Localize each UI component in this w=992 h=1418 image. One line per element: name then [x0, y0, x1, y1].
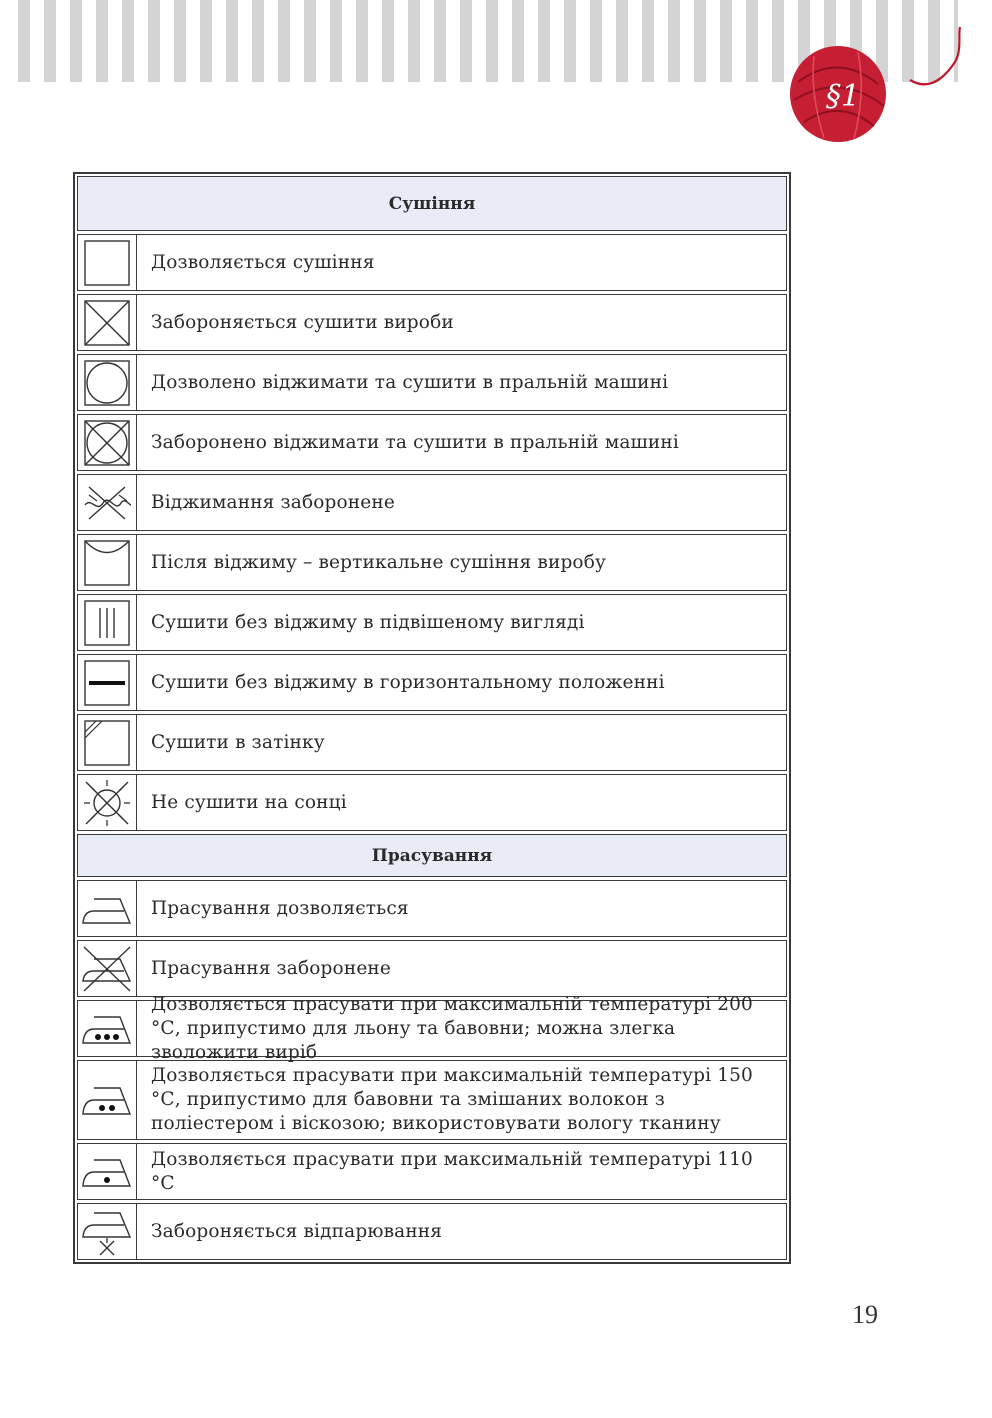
table-row	[77, 294, 787, 351]
row-text: Дозволено віджимати та сушити в пральній машині	[151, 371, 669, 393]
drying-forbidden-icon	[78, 295, 137, 350]
table-row	[77, 414, 787, 471]
section-header-drying	[77, 176, 787, 231]
iron-three-dots-icon	[78, 1001, 137, 1056]
iron-one-dot-icon	[78, 1144, 137, 1199]
table-row	[77, 880, 787, 937]
tumble-dry-icon	[78, 355, 137, 410]
row-text: Забороняється відпарювання	[151, 1220, 443, 1242]
iron-two-dots-icon	[78, 1061, 137, 1139]
no-sun-drying-icon	[78, 775, 137, 830]
row-text: Забороняється сушити вироби	[151, 311, 454, 333]
no-wringing-icon	[78, 475, 137, 530]
row-text: Заборонено віджимати та сушити в пральній машині	[151, 431, 679, 453]
table-row	[77, 474, 787, 531]
yarn-ball-icon	[770, 22, 970, 152]
table-row	[77, 354, 787, 411]
iron-allowed-icon	[78, 881, 137, 936]
row-text: Прасування дозволяється	[151, 897, 409, 919]
table-row	[77, 534, 787, 591]
table-row	[77, 940, 787, 997]
row-text: Після віджиму – вертикальне сушіння виробу	[151, 551, 607, 573]
row-text: Сушити без віджиму в підвішеному вигляді	[151, 611, 585, 633]
row-text: Сушити без віджиму в горизонтальному положенні	[151, 671, 665, 693]
drying-allowed-icon	[78, 235, 137, 290]
table-row	[77, 594, 787, 651]
section-header-ironing	[77, 834, 787, 877]
row-text: Прасування заборонене	[151, 957, 391, 979]
dry-in-shade-icon	[78, 715, 137, 770]
table-row	[77, 654, 787, 711]
no-steam-icon	[78, 1204, 137, 1259]
line-dry-icon	[78, 535, 137, 590]
section-title: Прасування	[371, 845, 493, 866]
care-symbols-table	[73, 172, 791, 1264]
row-text: Не сушити на сонці	[151, 791, 347, 813]
table-row	[77, 1203, 787, 1260]
row-text: Віджимання заборонене	[151, 491, 395, 513]
no-tumble-dry-icon	[78, 415, 137, 470]
row-text: Дозволяється сушіння	[151, 251, 375, 273]
section-title: Сушіння	[388, 193, 476, 214]
table-row	[77, 1060, 787, 1140]
table-row	[77, 1143, 787, 1200]
row-text: Дозволяється прасувати при максимальній температурі 150 °С, припустимо для бавовни та змішаних волокон з поліестером і віскозою; використовувати вологу тканину	[151, 1065, 753, 1134]
page-number: 19	[852, 1300, 878, 1329]
table-row	[77, 714, 787, 771]
table-row	[77, 234, 787, 291]
row-text: Дозволяється прасувати при максимальній температурі 110 °С	[151, 1148, 753, 1194]
dry-flat-icon	[78, 655, 137, 710]
badge-symbol: §1	[826, 79, 861, 114]
row-text: Сушити в затінку	[151, 731, 325, 753]
iron-forbidden-icon	[78, 941, 137, 996]
row-text: Дозволяється прасувати при максимальній температурі 200 °С, припустимо для льону та бавовни; можна злегка зволожити виріб	[151, 993, 753, 1063]
drip-dry-icon	[78, 595, 137, 650]
table-row	[77, 993, 787, 1063]
table-row	[77, 774, 787, 831]
